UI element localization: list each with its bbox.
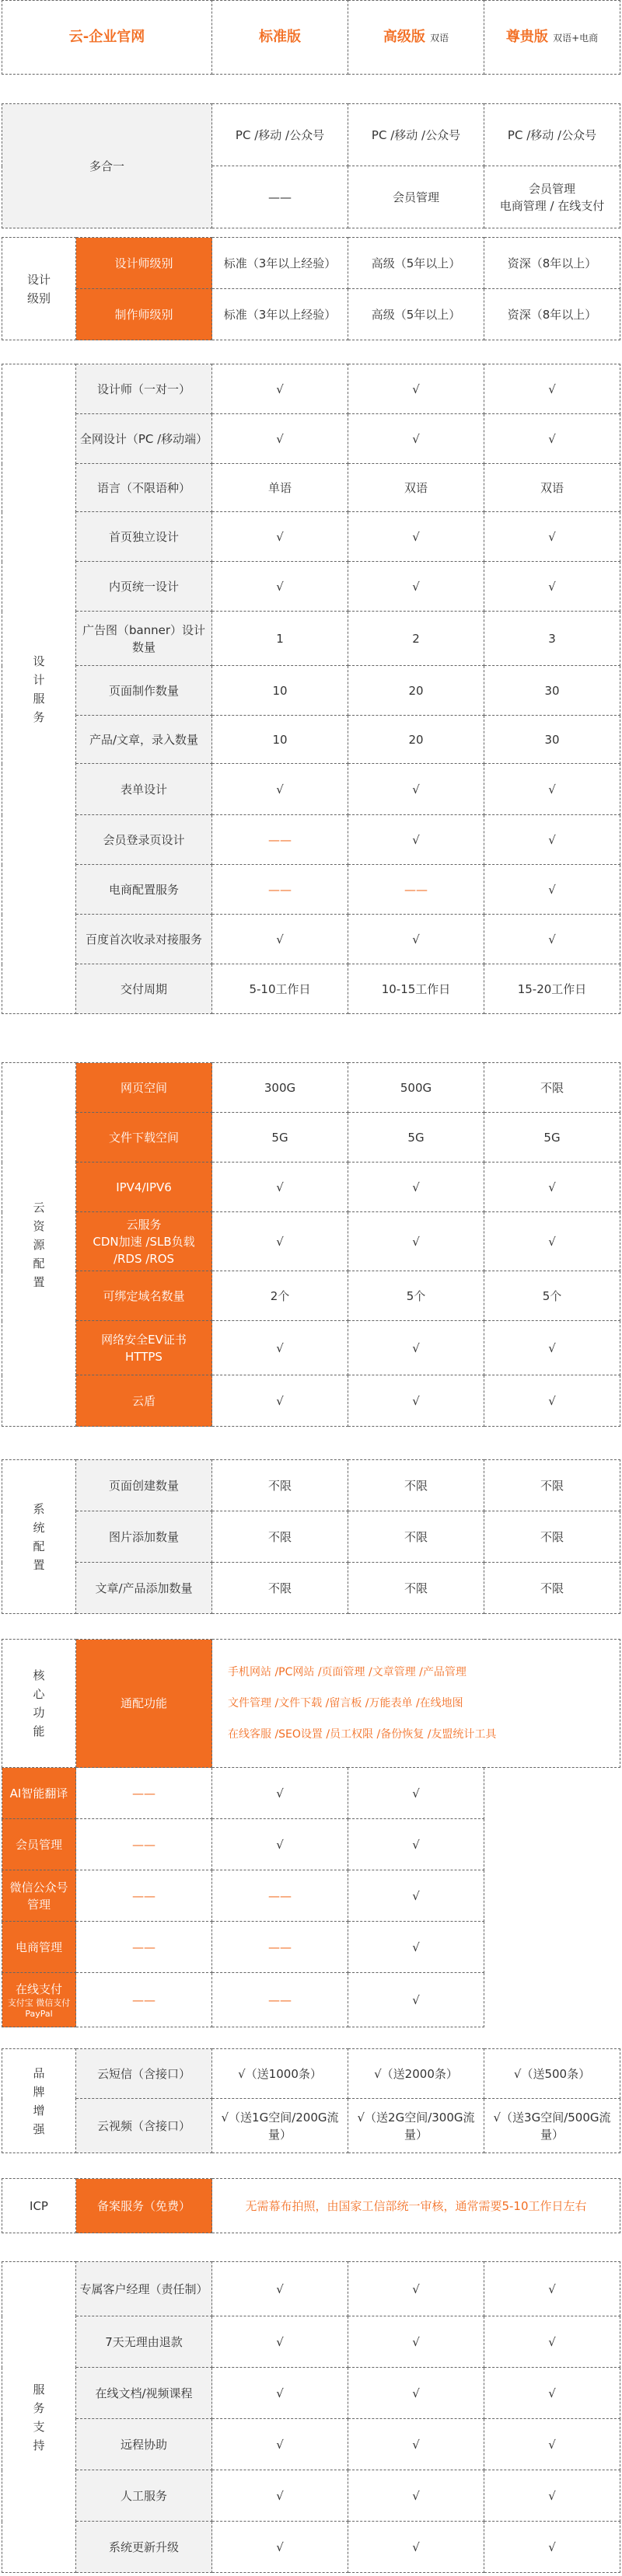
table-cell: 10 [212,716,348,764]
table-cell: √ [348,2316,484,2368]
table-cell: —— [212,1973,348,2027]
allinone-label: 多合一 [2,104,212,228]
row-label-text: 页面创建数量 [108,1478,179,1493]
table-cell: √ [484,562,620,612]
table-row [2,1870,620,1922]
table-cell: √ [212,1375,348,1427]
row-label [76,464,212,512]
core-feature-list [212,1640,620,1768]
table-cell: —— [212,865,348,915]
table-cell: √ [484,2262,620,2316]
cell: —— [212,166,348,228]
row-label-text: 文章/产品添加数量 [95,1581,193,1595]
service-section [2,2261,620,2573]
table-cell: √ [212,2419,348,2470]
table-row [2,1819,620,1870]
row-sublabel: 支付宝 微信支付 PayPal [7,1997,71,2019]
design-level-section [2,237,620,340]
table-cell: —— [76,1819,212,1870]
row-label [2,1973,76,2027]
table-cell: √ [348,764,484,815]
table-row [2,2368,620,2419]
table-cell: 不限 [348,1563,484,1614]
row-label [76,414,212,464]
row-label [76,1563,212,1614]
row-label-text: 云短信（含接口） [96,2066,190,2081]
table-cell: √ [348,1375,484,1427]
row-label-text: 系统更新升级 [108,2539,179,2554]
table-cell: 30 [484,666,620,716]
plan-advanced[interactable]: 高级版 双语 [348,1,484,75]
core-category: 核 心 功 能 [2,1640,76,1768]
feature-line: 手机网站 /PC网站 /页面管理 /文章管理 /产品管理 [228,1666,466,1678]
table-cell: √ [484,2368,620,2419]
row-label-text: IPV4/IPV6 [116,1180,172,1194]
feature-line: 在线客服 /SEO设置 /员工权限 /备份恢复 /友盟统计工具 [228,1728,497,1741]
table-cell: 30 [484,716,620,764]
table-row [2,1063,620,1113]
table-row [2,865,620,915]
row-label [76,1113,212,1163]
system-section [2,1459,620,1614]
row-label-text: 电商配置服务 [108,882,179,897]
table-cell: 不限 [484,1511,620,1563]
table-row [2,364,620,414]
table-row [2,1113,620,1163]
table-cell: 标准（3年以上经验） [212,238,348,289]
table-row [2,289,620,340]
core-section [2,1639,620,2027]
table-cell: √ [212,2316,348,2368]
table-row [2,1768,620,1819]
table-cell: √ [484,764,620,815]
table-cell: √ [484,915,620,964]
plan-premium[interactable]: 尊贵版 双语+电商 [484,1,620,75]
row-label [76,612,212,666]
table-cell: —— [76,1870,212,1922]
row-label [76,815,212,865]
table-cell: 不限 [484,1563,620,1614]
row-label [76,2099,212,2153]
table-cell: 单语 [212,464,348,512]
cell: 会员管理 电商管理 / 在线支付 [484,166,620,228]
table-cell: √（送500条） [484,2049,620,2099]
row-label-text: 设计师（一对一） [96,382,190,396]
table-row [2,238,620,289]
table-cell: —— [76,1973,212,2027]
table-cell: 5个 [484,1271,620,1321]
table-cell: 500G [348,1063,484,1113]
row-label [2,1819,76,1870]
table-cell: √ [212,1163,348,1212]
cell: PC /移动 /公众号 [212,104,348,166]
table-cell: √ [484,2419,620,2470]
brand-section [2,2048,620,2153]
row-label-text: 微信公众号管理 [9,1880,68,1912]
table-row [2,1375,620,1427]
table-cell: 不限 [212,1563,348,1614]
row-label [2,1870,76,1922]
system-category: 系 统 配 置 [2,1460,76,1614]
header-section [2,0,620,75]
row-label-text: 会员管理 [15,1837,62,1852]
row-label-text: 人工服务 [120,2488,167,2503]
table-cell: 15-20工作日 [484,964,620,1014]
table-row [2,612,620,666]
table-cell: √ [484,2470,620,2522]
table-cell: 5G [348,1113,484,1163]
brand-category: 品 牌 增 强 [2,2049,76,2153]
row-label-text: 云盾 [131,1393,156,1408]
row-label-text: 产品/文章，录入数量 [89,732,199,747]
row-label-text: 语言（不限语种） [96,480,190,495]
row-label-text: 云视频（含接口） [96,2118,190,2133]
table-row [2,2522,620,2573]
table-cell: √ [212,1321,348,1375]
row-label [76,2470,212,2522]
table-cell: 不限 [348,1460,484,1511]
feature-line: 文件管理 /文件下载 /留言板 /万能表单 /在线地图 [228,1697,463,1710]
row-label-text: 远程协助 [120,2437,167,2452]
table-cell: √（送2000条） [348,2049,484,2099]
table-cell: 10 [212,666,348,716]
table-row [2,1922,620,1973]
table-row [2,1321,620,1375]
table-cell: √ [484,815,620,865]
table-cell: √（送2G空间/300G流量） [348,2099,484,2153]
table-row [2,2470,620,2522]
row-label [76,1375,212,1427]
table-cell: 300G [212,1063,348,1113]
table-cell: √ [348,2368,484,2419]
table-cell: √ [348,915,484,964]
row-label [76,2419,212,2470]
table-cell: √ [348,1973,484,2027]
table-cell: 2个 [212,1271,348,1321]
row-label-text: 交付周期 [120,981,167,996]
table-cell: √ [348,2419,484,2470]
table-cell: √ [212,1768,348,1819]
cloud-category: 云 资 源 配 置 [2,1063,76,1427]
table-row [2,2262,620,2316]
table-cell: 20 [348,716,484,764]
table-cell: √ [348,1163,484,1212]
table-cell: √ [212,2470,348,2522]
table-cell: √ [484,1163,620,1212]
row-label-text: 文件下载空间 [108,1130,179,1145]
table-row [2,1271,620,1321]
table-cell: √ [348,364,484,414]
table-cell: √ [348,2470,484,2522]
table-cell: 3 [484,612,620,666]
table-cell: √ [212,1212,348,1271]
table-cell: √ [212,764,348,815]
icp-section [2,2178,620,2233]
row-label-text: 专属客户经理（责任制） [79,2281,208,2296]
row-label-text: 页面制作数量 [108,683,179,698]
table-row [2,716,620,764]
table-cell: 不限 [348,1511,484,1563]
row-label [76,2049,212,2099]
row-label-text: 云服务 CDN加速 /SLB负载 /RDS /ROS [93,1217,195,1266]
table-cell: 双语 [348,464,484,512]
table-cell: √ [212,915,348,964]
row-label-text: 会员登录页设计 [103,832,185,847]
table-cell: —— [212,815,348,865]
table-cell: 高级（5年以上） [348,289,484,340]
row-label [76,1271,212,1321]
design-service-section [2,364,620,1014]
table-cell: 20 [348,666,484,716]
row-label-text: 设计师级别 [114,256,173,270]
allinone-section [2,103,620,228]
table-cell: √ [348,512,484,562]
table-row [2,915,620,964]
row-label [76,1460,212,1511]
table-cell: 不限 [484,1460,620,1511]
cell: PC /移动 /公众号 [348,104,484,166]
table-cell: √ [212,562,348,612]
row-label [76,716,212,764]
icp-label: 备案服务（免费） [76,2179,212,2233]
row-label-text: 可绑定域名数量 [103,1288,185,1303]
product-title: 云-企业官网 [2,1,212,75]
design_service-category: 设 计 服 务 [2,364,76,1014]
table-cell: 5G [212,1113,348,1163]
table-cell: 5个 [348,1271,484,1321]
row-label [76,238,212,289]
table-cell: √ [348,1321,484,1375]
row-label-text: 百度首次收录对接服务 [85,932,202,946]
table-row [2,562,620,612]
icp-text: 无需幕布拍照，由国家工信部统一审核，通常需要5-10工作日左右 [212,2179,620,2233]
service-category: 服 务 支 持 [2,2262,76,2573]
table-row [2,1460,620,1511]
row-label-text: 在线支付 [15,1982,62,1996]
row-label-text: 内页统一设计 [108,579,179,594]
row-label [76,1212,212,1271]
table-cell: √ [484,414,620,464]
table-cell: 不限 [484,1063,620,1113]
row-label-text: 广告图（banner）设计数量 [82,622,206,654]
row-label [76,2522,212,2573]
table-cell: √ [348,414,484,464]
row-label [76,666,212,716]
table-cell: 不限 [212,1460,348,1511]
table-row [2,1563,620,1614]
table-cell: 2 [348,612,484,666]
table-cell: √（送3G空间/500G流量） [484,2099,620,2153]
row-label [2,1922,76,1973]
row-label [76,1511,212,1563]
row-label [76,562,212,612]
plan-standard[interactable]: 标准版 [212,1,348,75]
row-label [76,289,212,340]
cell: PC /移动 /公众号 [484,104,620,166]
header-table [2,0,620,75]
table-cell: 资深（8年以上） [484,238,620,289]
row-label-text: 7天无理由退款 [105,2334,183,2349]
table-row [2,2099,620,2153]
table-row [2,512,620,562]
table-cell: 不限 [212,1511,348,1563]
row-label [76,915,212,964]
row-label [76,1163,212,1212]
row-label-text: 网页空间 [120,1080,167,1095]
table-row [2,815,620,865]
table-cell: 5G [484,1113,620,1163]
table-row [2,1511,620,1563]
row-label-text: 图片添加数量 [108,1529,179,1544]
row-label [76,1321,212,1375]
core-feature-label: 通配功能 [76,1640,212,1768]
table-cell: √ [348,1922,484,1973]
row-label-text: AI智能翻译 [9,1786,68,1800]
table-cell: √ [348,2522,484,2573]
table-cell: —— [76,1768,212,1819]
table-cell: √（送1000条） [212,2049,348,2099]
table-cell: —— [76,1922,212,1973]
row-label [76,865,212,915]
table-cell: √ [212,2368,348,2419]
row-label [76,364,212,414]
table-cell: √ [484,2522,620,2573]
cloud-section [2,1062,620,1427]
table-row [2,2419,620,2470]
row-label-text: 首页独立设计 [108,529,179,544]
table-row [2,666,620,716]
table-row [2,1163,620,1212]
table-cell: √ [212,2522,348,2573]
table-cell: √ [348,1768,484,1819]
icp-category: ICP [2,2179,76,2233]
table-cell: —— [212,1870,348,1922]
table-cell: 5-10工作日 [212,964,348,1014]
table-cell: 1 [212,612,348,666]
row-label-text: 电商管理 [15,1940,62,1954]
row-label-text: 制作师级别 [114,307,173,322]
table-cell: √（送1G空间/200G流量） [212,2099,348,2153]
cell: 会员管理 [348,166,484,228]
row-label [76,2316,212,2368]
row-label [76,2262,212,2316]
row-label-text: 在线文档/视频课程 [95,2386,193,2400]
row-label [76,2368,212,2419]
row-label-text: 网络安全EV证书 HTTPS [101,1332,187,1364]
table-cell: 标准（3年以上经验） [212,289,348,340]
table-cell: √ [484,1321,620,1375]
table-cell: √ [348,1819,484,1870]
table-row [2,964,620,1014]
table-row [2,464,620,512]
table-cell: √ [484,1212,620,1271]
row-label-text: 全网设计（PC /移动端） [79,431,208,446]
table-cell: √ [212,2262,348,2316]
row-label [76,1063,212,1113]
table-cell: —— [348,865,484,915]
row-label [76,764,212,815]
row-label [2,1768,76,1819]
row-label [76,964,212,1014]
table-cell: 10-15工作日 [348,964,484,1014]
table-cell: 双语 [484,464,620,512]
table-cell: √ [348,562,484,612]
row-label [76,512,212,562]
table-row [2,1212,620,1271]
table-row [2,764,620,815]
table-cell: √ [484,2316,620,2368]
table-cell: —— [212,1922,348,1973]
table-cell: √ [484,364,620,414]
table-cell: √ [348,1212,484,1271]
table-cell: √ [484,512,620,562]
table-cell: √ [484,1375,620,1427]
table-cell: √ [348,815,484,865]
table-cell: 资深（8年以上） [484,289,620,340]
table-row [2,414,620,464]
table-row [2,1973,620,2027]
table-cell: √ [212,512,348,562]
table-cell: √ [348,2262,484,2316]
table-cell: 高级（5年以上） [348,238,484,289]
table-cell: √ [212,414,348,464]
table-row [2,2049,620,2099]
design_level-category: 设计 级别 [2,238,76,340]
table-cell: √ [484,865,620,915]
row-label-text: 表单设计 [120,782,167,797]
table-row [2,2316,620,2368]
table-cell: √ [212,364,348,414]
table-cell: √ [348,1870,484,1922]
table-cell: √ [212,1819,348,1870]
